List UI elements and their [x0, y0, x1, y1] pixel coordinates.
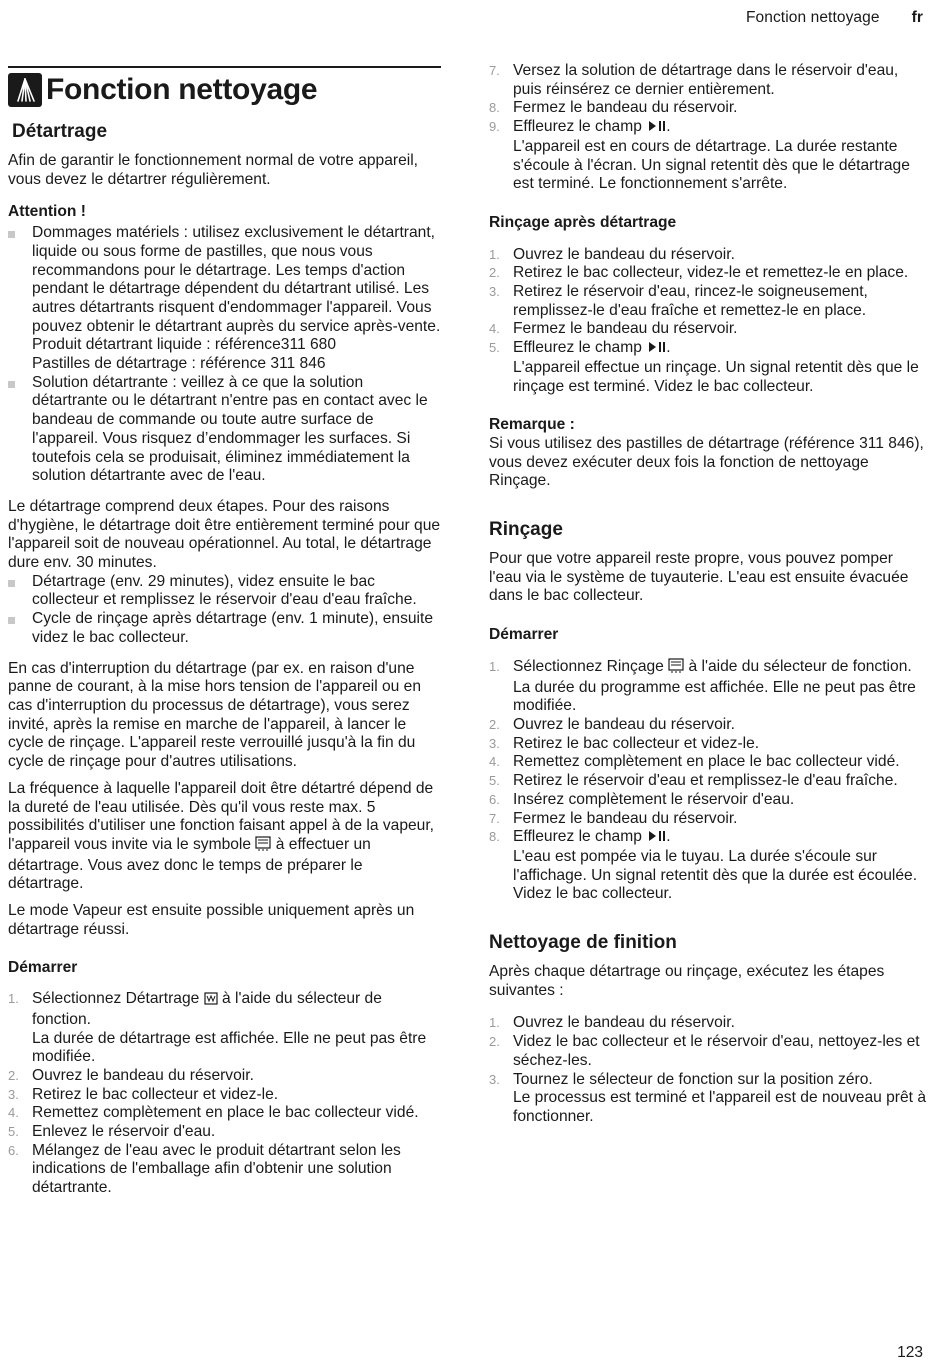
section-title-finition: Nettoyage de finition — [489, 932, 677, 954]
note-text: Si vous utilisez des pastilles de détartrage (référence 311 846), vous devez exécuter deux fois la fonction de nettoyage Rinçage. — [489, 434, 924, 490]
note-label: Remarque : — [489, 416, 575, 434]
rinse-mode-icon — [668, 658, 684, 679]
list-item: 5. Effleurez le champ . L'appareil effectue un rinçage. Un signal retentit dès que le rinçage est terminé. Videz le bac collecteur. — [489, 339, 919, 395]
cleaning-function-icon — [8, 73, 42, 107]
list-item: 7. Versez la solution de détartrage dans le réservoir d'eau, puis réinsérez ce dernier entièrement. — [489, 62, 899, 98]
running-header — [746, 9, 923, 27]
section-title-rincage: Rinçage — [489, 519, 563, 541]
chapter-heading — [8, 66, 441, 107]
descaling-symbol-icon — [255, 836, 271, 857]
list-item: 1. Ouvrez le bandeau du réservoir. — [489, 245, 735, 263]
list-item: 5. Retirez le réservoir d'eau et remplissez-le d'eau fraîche. — [489, 772, 898, 790]
list-item: 2. Ouvrez le bandeau du réservoir. — [489, 715, 735, 733]
list-item: 1. Sélectionnez Rinçage à l'aide du sélecteur de fonction. La durée du programme est affichée. Elle ne peut pas être modifiée. — [489, 657, 916, 715]
start-label: Démarrer — [489, 626, 559, 644]
list-item: 1. Sélectionnez Détartrage à l'aide du sélecteur de fonction. La durée de détartrage est affichée. Elle ne peut pas être modifiée. — [8, 990, 427, 1066]
interruption-text: En cas d'interruption du détartrage (par ex. en raison d'une panne de courant, à la mise hors tension de l'appareil ou en cas d'interruption du processus de détartrage), vous serez invité, après la remise en marche de l'appareil, à lancer le cycle de rinçage. L'appareil reste verrouillé jusqu'à la fin du cycle de rinçage pour d'autres utilisations. — [8, 659, 422, 771]
subsection-rinse-after: Rinçage après détartrage — [489, 213, 677, 231]
list-item: 2. Videz le bac collecteur et le réservoir d'eau, nettoyez-les et séchez-les. — [489, 1033, 920, 1069]
section-title-detartrage: Détartrage — [12, 121, 108, 142]
start-pause-icon — [648, 119, 666, 138]
list-item: 3. Retirez le réservoir d'eau, rincez-le soigneusement, remplissez-le d'eau fraîche et remettez-le en place. — [489, 283, 868, 319]
list-item: 1. Ouvrez le bandeau du réservoir. — [489, 1014, 735, 1032]
chapter-title: Fonction nettoyage — [46, 73, 318, 106]
rincage-intro: Pour que votre appareil reste propre, vous pouvez pomper l'eau via le système de tuyauterie. L'eau est ensuite évacuée dans le bac collecteur. — [489, 550, 909, 605]
list-item: 3. Retirez le bac collecteur et videz-le. — [8, 1085, 279, 1103]
start-pause-icon — [648, 340, 666, 359]
header-language: fr — [911, 9, 923, 26]
list-item: 4. Remettez complètement en place le bac collecteur vidé. — [489, 753, 900, 771]
list-item: 3. Tournez le sélecteur de fonction sur la position zéro. Le processus est terminé et l'appareil est de nouveau prêt à fonctionner. — [489, 1070, 926, 1125]
detartrage-steps-list — [8, 573, 441, 648]
list-item: 7. Fermez le bandeau du réservoir. — [489, 809, 738, 827]
right-column — [489, 62, 927, 1135]
list-item: Détartrage (env. 29 minutes), videz ensuite le bac collecteur et remplissez le réservoir d'eau d'eau fraîche. — [8, 573, 441, 610]
start-pause-icon — [648, 829, 666, 848]
list-item: 3. Retirez le bac collecteur et videz-le. — [489, 734, 760, 752]
list-item: 8. Fermez le bandeau du réservoir. — [489, 99, 738, 117]
list-item: 8. Effleurez le champ . L'eau est pompée via le tuyau. La durée s'écoule sur l'affichage. Un signal retentit dès que la durée est écoulée. Videz le bac collecteur. — [489, 828, 918, 903]
list-item: 6. Mélangez de l'eau avec le produit détartrant selon les indications de l'emballage afin d'obtenir une solution détartrante. — [8, 1141, 401, 1197]
list-item: 4. Remettez complètement en place le bac collecteur vidé. — [8, 1104, 419, 1122]
list-item: 6. Insérez complètement le réservoir d'eau. — [489, 790, 795, 808]
list-item: 4. Fermez le bandeau du réservoir. — [489, 320, 738, 338]
list-item: 2. Ouvrez le bandeau du réservoir. — [8, 1066, 254, 1084]
rincage-procedure — [489, 658, 927, 904]
detartrage-procedure — [8, 990, 441, 1198]
list-item: Cycle de rinçage après détartrage (env. 1 minute), ensuite videz le bac collecteur. — [8, 610, 441, 647]
vapeur-text: Le mode Vapeur est ensuite possible uniquement après un détartrage réussi. — [8, 902, 415, 938]
detartrage-procedure-continued — [489, 62, 927, 194]
warning-list — [8, 224, 441, 486]
start-label: Démarrer — [8, 959, 78, 977]
list-item: Solution détartrante : veillez à ce que la solution détartrante ou le détartrant n'entre pas en contact avec le bandeau de commande ou toute autre surface de l'appareil. Vous risquez d’endommager les surfaces. Si toutefois cela se produisait, éliminez immédiatement la solution détartrante avec de l'eau. — [8, 374, 441, 486]
rinse-after-procedure — [489, 246, 927, 397]
detartrage-intro: Afin de garantir le fonctionnement normal de votre appareil, vous devez le détartrer régulièrement. — [8, 152, 419, 188]
left-column — [8, 60, 441, 1206]
frequency-text: La fréquence à laquelle l'appareil doit être détartré dépend de la dureté de l'eau utilisée. Dès qu'il vous reste max. 5 possibilités d'utiliser une fonction faisant appel à de la vapeur, l'appareil vous invite via le symbole à effectuer un détartrage. Vous avez donc le temps de préparer le détartrage. — [8, 779, 435, 893]
list-item: 2. Retirez le bac collecteur, videz-le et remettez-le en place. — [489, 264, 909, 282]
list-item: 9. Effleurez le champ . L'appareil est en cours de détartrage. La durée restante s'écoule à l'écran. Un signal retentit dès que le détartrage est terminé. Le fonctionnement s'arrête. — [489, 118, 910, 193]
list-item: Dommages matériels : utilisez exclusivement le détartrant, liquide ou sous forme de pastilles, que nous vous recommandons pour le détartrage. Les temps d'action pendant le détartrage dépendent du détartrant utilisé. Les autres détartrants risquent d'endommager l'appareil. Vous pouvez obtenir le détartrant auprès du service après-vente. Produit détartrant liquide : référence311 680 Pastilles de détartrage : référence 311 846 — [8, 224, 441, 374]
finition-intro: Après chaque détartrage ou rinçage, exécutez les étapes suivantes : — [489, 963, 885, 999]
attention-label: Attention ! — [8, 203, 86, 221]
descaling-mode-icon — [204, 992, 218, 1011]
detartrage-two-steps: Le détartrage comprend deux étapes. Pour des raisons d'hygiène, le détartrage doit être entièrement terminé pour que l'appareil soit de nouveau opérationnel. Au total, le détartrage dure env. 30 minutes. — [8, 497, 441, 572]
finition-procedure — [489, 1014, 927, 1126]
header-section-title: Fonction nettoyage — [745, 9, 880, 26]
page-number: 123 — [897, 1344, 923, 1361]
list-item: 5. Enlevez le réservoir d'eau. — [8, 1123, 216, 1141]
